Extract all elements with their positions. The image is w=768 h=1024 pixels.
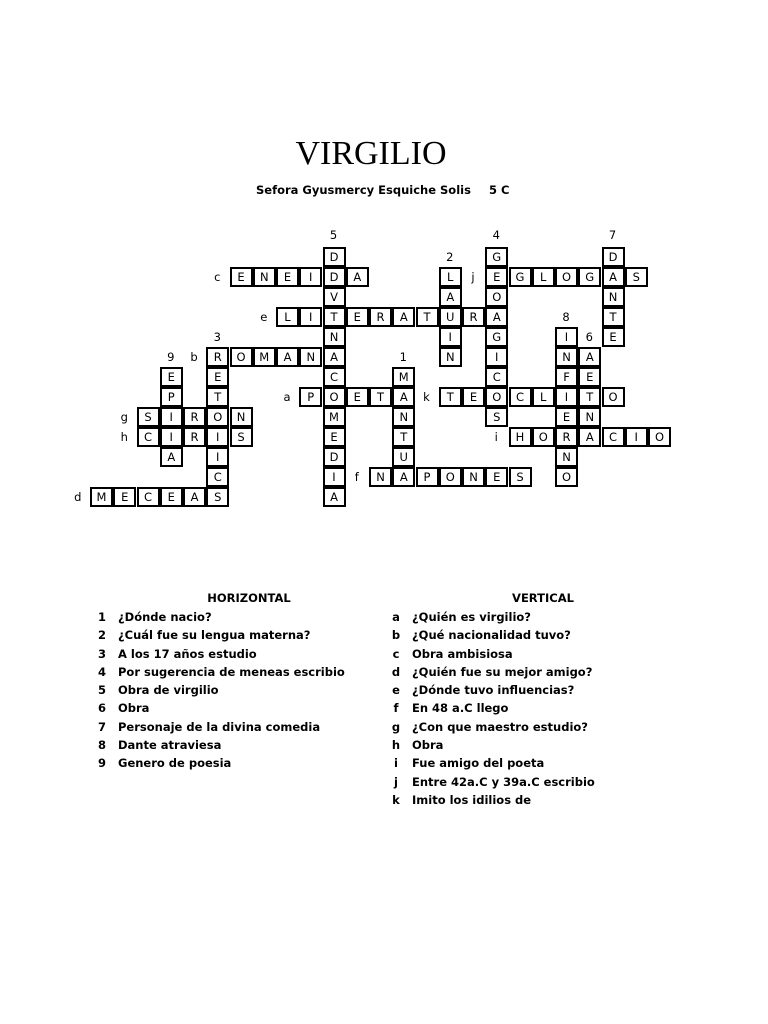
clue-number-label: d [74,490,82,504]
clue-key: d [391,664,401,679]
vertical-heading: VERTICAL [512,591,574,605]
crossword-cell: A [183,487,206,507]
crossword-cell: O [485,387,508,407]
crossword-cell: E [323,427,346,447]
clue-item [93,645,345,663]
crossword-cell: S [137,407,160,427]
clue-item [387,699,595,717]
crossword-cell: S [625,267,648,287]
clue-key: 1 [97,610,106,624]
clue-number-label: k [423,390,430,404]
clue-number-label: i [494,430,498,444]
crossword-cell: C [485,367,508,387]
clue-key: 4 [97,664,106,679]
crossword-cell: E [578,367,601,387]
clue-key: g [391,719,401,734]
clue-key: 6 [97,701,106,716]
crossword-cell: N [392,407,415,427]
clue-text: ¿Quién es virgilio? [412,610,531,624]
crossword-cell: N [439,347,462,367]
crossword-cell: T [323,307,346,327]
crossword-cell: D [323,247,346,267]
clue-text: En 48 a.C llego [412,701,509,716]
crossword-cell: M [323,407,346,427]
crossword-cell: A [439,287,462,307]
crossword-cell: A [323,347,346,367]
crossword-cell: E [485,467,508,487]
clue-item [387,773,595,791]
crossword-cell: C [137,487,160,507]
crossword-cell: S [230,427,253,447]
crossword-cell: I [206,447,229,467]
crossword-cell: E [276,267,299,287]
crossword-cell: I [323,467,346,487]
clue-number-label: g [120,410,128,424]
crossword-cell: C [602,427,625,447]
crossword-cell: G [578,267,601,287]
crossword-cell: G [509,267,532,287]
crossword-cell: R [183,427,206,447]
crossword-cell: S [206,487,229,507]
clue-text: Personaje de la divina comedia [118,719,321,734]
crossword-cell: V [323,287,346,307]
crossword-cell: A [392,307,415,327]
crossword-cell: A [346,267,369,287]
clue-key: j [394,774,398,789]
crossword-cell: I [625,427,648,447]
clue-key: 9 [97,756,106,771]
crossword-cell: E [462,387,485,407]
author-name: Sefora Gyusmercy Esquiche Solis [256,183,471,197]
crossword-cell: S [485,407,508,427]
crossword-cell: A [485,307,508,327]
clue-item [93,663,345,681]
crossword-cell: A [323,487,346,507]
clue-item [93,718,345,736]
clue-key: f [393,701,399,716]
crossword-cell: I [485,347,508,367]
crossword-cell: M [392,367,415,387]
clue-item [387,718,595,736]
clue-number-label: 7 [608,228,617,242]
crossword-cell: L [439,267,462,287]
clue-item [93,681,345,699]
crossword-cell: C [509,387,532,407]
clue-key: 3 [97,646,106,661]
crossword-cell: A [578,427,601,447]
clue-key: e [392,683,400,698]
crossword-cell: D [602,247,625,267]
clue-item [387,645,595,663]
clue-key: k [392,792,400,807]
crossword-cell: C [206,467,229,487]
clue-number-label: 5 [329,228,338,242]
clue-number-label: 9 [167,350,175,364]
horizontal-clue-list [93,608,345,773]
crossword-cell: I [555,387,578,407]
clue-text: A los 17 años estudio [118,646,257,661]
crossword-cell: T [206,387,229,407]
clue-text: Imito los idilios de [412,792,532,807]
clue-item [93,754,345,772]
crossword-cell: O [439,467,462,487]
crossword-cell: R [462,307,485,327]
crossword-cell: R [206,347,229,367]
author-line [256,183,509,197]
clue-text: Genero de poesia [118,756,232,771]
crossword-cell: O [323,387,346,407]
crossword-cell: I [555,327,578,347]
crossword-cell: D [323,447,346,467]
clue-item [93,608,345,626]
vertical-clue-list [387,608,595,809]
crossword-cell: F [555,367,578,387]
crossword-cell: P [416,467,439,487]
crossword-cell: I [439,327,462,347]
clue-text: Fue amigo del poeta [412,756,545,771]
clue-text: Obra de virgilio [118,683,219,698]
crossword-cell: P [299,387,322,407]
crossword-cell: N [555,347,578,367]
clue-key: 2 [97,628,106,643]
clue-text: ¿Dónde nacio? [118,610,212,624]
crossword-cell: E [113,487,136,507]
clue-key: i [394,756,398,771]
crossword-cell: N [602,287,625,307]
clue-item [93,699,345,717]
clue-key: b [391,628,401,643]
clue-number-label: f [354,470,359,484]
clue-item [93,736,345,754]
crossword-cell: L [276,307,299,327]
clue-text: ¿Qué nacionalidad tuvo? [412,628,571,643]
crossword-cell: L [532,387,555,407]
crossword-cell: M [90,487,113,507]
crossword-cell: T [369,387,392,407]
crossword-cell: E [230,267,253,287]
clue-number-label: 6 [585,330,593,344]
crossword-cell: A [578,347,601,367]
crossword-cell: U [392,447,415,467]
crossword-cell: T [578,387,601,407]
crossword-cell: E [346,387,369,407]
horizontal-heading: HORIZONTAL [207,591,291,605]
clue-key: c [392,646,400,661]
crossword-cell: N [555,447,578,467]
clue-number-label: 2 [446,250,454,264]
clue-item [387,626,595,644]
clue-key: 5 [97,683,106,698]
clue-number-label: h [120,430,128,444]
clue-text: ¿Con que maestro estudio? [412,719,588,734]
clue-number-label: a [283,390,291,404]
crossword-cell: E [160,487,183,507]
crossword-cell: O [485,287,508,307]
clue-number-label: 3 [213,330,221,344]
clue-number-label: b [190,350,198,364]
clue-key: 7 [97,719,106,734]
clue-number-label: c [214,270,221,284]
crossword-cell: T [392,427,415,447]
clue-item [387,681,595,699]
crossword-cell: I [299,307,322,327]
crossword-cell: M [253,347,276,367]
crossword-cell: A [160,447,183,467]
crossword-cell: E [346,307,369,327]
clue-text: ¿Quién fue su mejor amigo? [412,664,593,679]
crossword-cell: O [206,407,229,427]
crossword-cell: T [602,307,625,327]
crossword-cell: A [392,467,415,487]
crossword-cell: O [648,427,671,447]
crossword-cell: T [439,387,462,407]
crossword-cell: A [392,387,415,407]
clue-text: ¿Cuál fue su lengua materna? [118,628,311,643]
crossword-cell: E [206,367,229,387]
crossword-cell: O [230,347,253,367]
crossword-cell: C [137,427,160,447]
crossword-cell: O [555,467,578,487]
crossword-cell: A [602,267,625,287]
clue-text: Obra ambisiosa [412,646,513,661]
clue-number-label: 8 [562,310,570,324]
crossword-cell: P [160,387,183,407]
course-label: 5 C [488,183,510,197]
crossword-cell: N [323,327,346,347]
clue-text: Entre 42a.C y 39a.C escribio [412,774,595,789]
clue-text: Por sugerencia de meneas escribio [118,664,345,679]
crossword-cell: N [299,347,322,367]
crossword-cell: E [160,367,183,387]
clue-number-label: e [260,310,268,324]
clue-key: h [391,738,401,753]
clue-number-label: 1 [399,350,407,364]
crossword-cell: O [602,387,625,407]
crossword-cell: G [485,247,508,267]
document-title: VIRGILIO [295,135,447,172]
crossword-cell: N [369,467,392,487]
crossword-cell: O [532,427,555,447]
clue-key: a [392,610,400,624]
crossword-cell: E [555,407,578,427]
crossword-cell: I [160,407,183,427]
clue-item [387,663,595,681]
crossword-cell: N [230,407,253,427]
clue-item [387,608,595,626]
clue-item [387,754,595,772]
crossword-cell: S [509,467,532,487]
crossword-cell: E [485,267,508,287]
clue-number-label: 4 [492,228,500,242]
crossword-cell: H [509,427,532,447]
crossword-cell: U [439,307,462,327]
crossword-cell: G [485,327,508,347]
crossword-cell: R [183,407,206,427]
crossword-cell: N [462,467,485,487]
crossword-cell: C [323,367,346,387]
clue-text: Obra [118,701,150,716]
crossword-cell: E [602,327,625,347]
clue-text: Dante atraviesa [118,738,222,753]
clue-item [387,736,595,754]
clue-key: 8 [97,738,106,753]
crossword-cell: O [555,267,578,287]
crossword-cell: T [416,307,439,327]
crossword-cell: A [276,347,299,367]
crossword-cell: D [323,267,346,287]
clue-text: ¿Dónde tuvo influencias? [412,683,575,698]
crossword-cell: R [369,307,392,327]
crossword-cell: L [532,267,555,287]
clue-number-label: j [471,270,475,284]
clue-text: Obra [412,738,444,753]
crossword-cell: I [299,267,322,287]
crossword-cell: I [160,427,183,447]
clue-item [387,791,595,809]
crossword-cell: I [206,427,229,447]
crossword-cell: N [578,407,601,427]
clue-item [93,626,345,644]
crossword-cell: N [253,267,276,287]
crossword-cell: R [555,427,578,447]
